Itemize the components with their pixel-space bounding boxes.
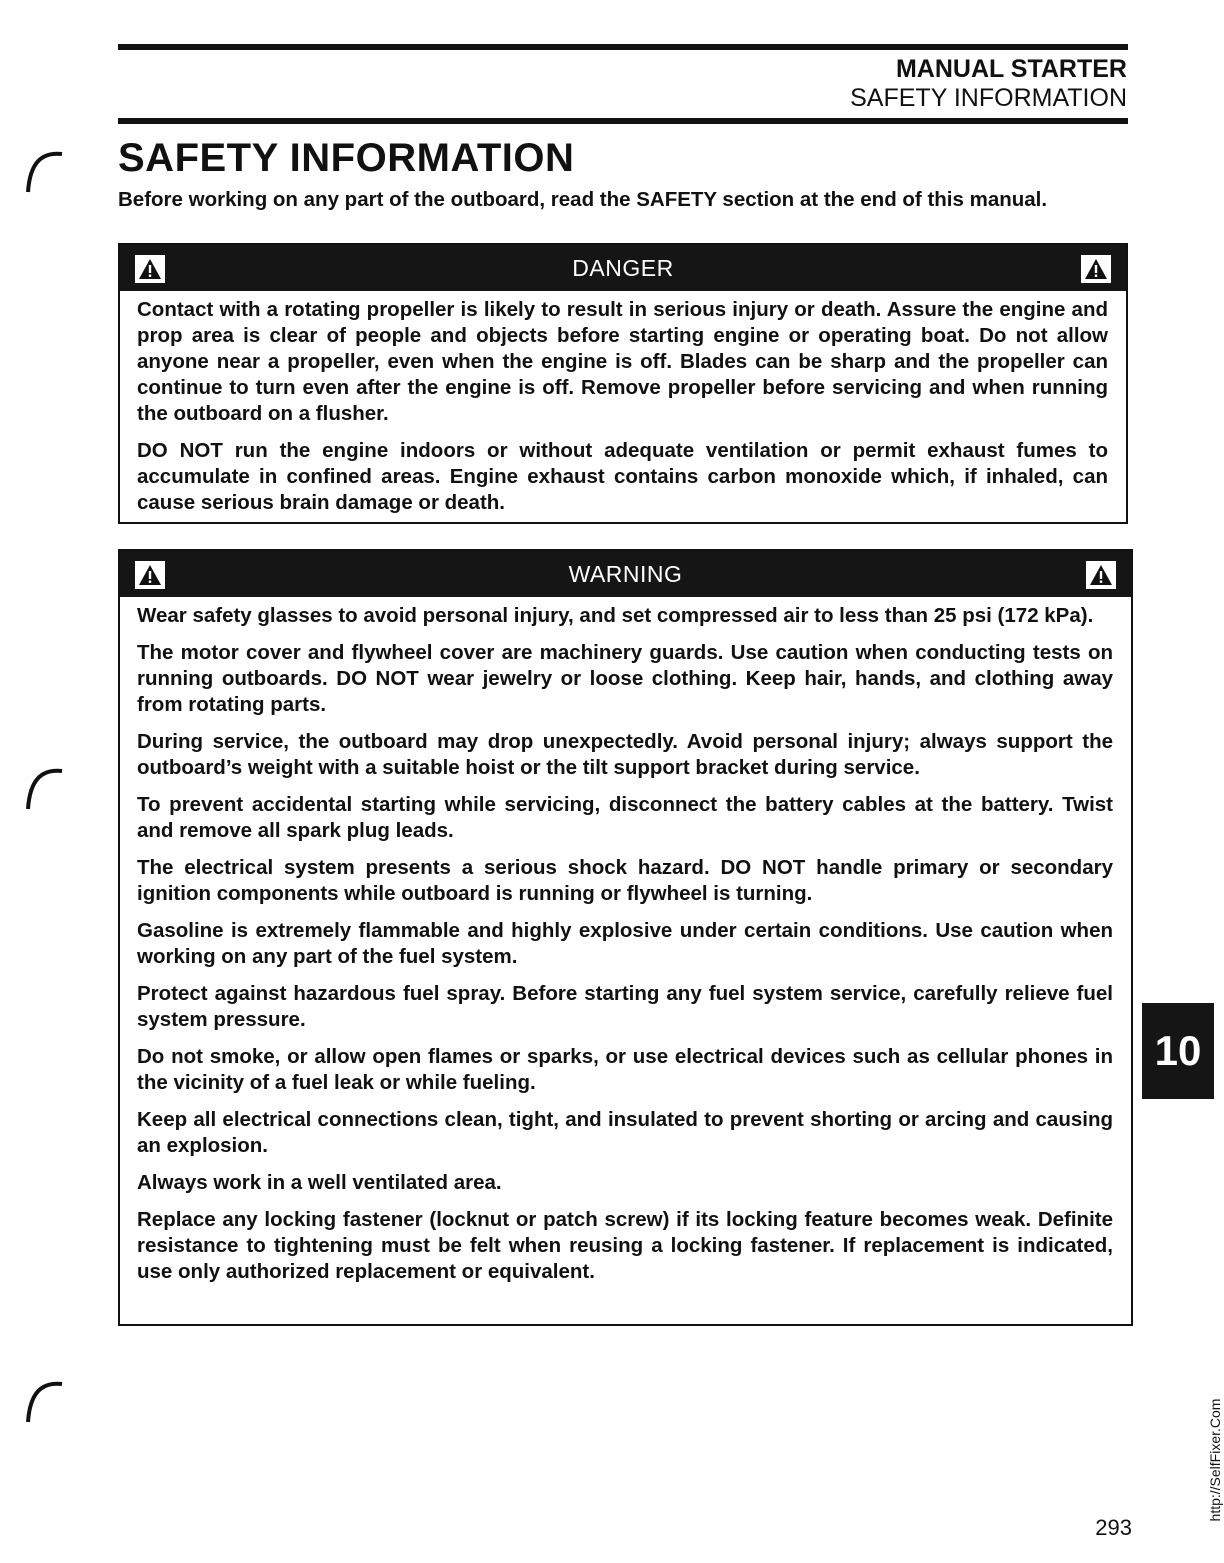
header-rule-bottom — [118, 118, 1128, 124]
warning-paragraph: Do not smoke, or allow open flames or sparks, or use electrical devices such as cellular phones in the vicinity of a fuel leak or while fueling. — [137, 1045, 1113, 1094]
warning-triangle-icon — [135, 561, 165, 589]
header-subsection: SAFETY INFORMATION — [850, 84, 1127, 112]
chapter-tab: 10 — [1142, 1003, 1214, 1099]
warning-paragraph: Wear safety glasses to avoid personal injury, and set compressed air to less than 25 psi (172 kPa). — [137, 604, 1094, 627]
warning-paragraph: The electrical system presents a serious shock hazard. DO NOT handle primary or secondary ignition components while outboard is running or flywheel is turning. — [137, 856, 1113, 905]
warning-triangle-icon — [135, 255, 165, 283]
danger-paragraph: DO NOT run the engine indoors or without adequate ventilation or permit exhaust fumes to accumulate in confined areas. Engine exhaust contains carbon monoxide which, if inhaled, can cause serious brain damage or death. — [137, 439, 1108, 514]
intro-text: Before working on any part of the outboard, read the SAFETY section at the end of this manual. — [118, 188, 1048, 211]
binder-hole-mark — [22, 1378, 64, 1428]
warning-paragraph: Keep all electrical connections clean, tight, and insulated to prevent shorting or arcing and causing an explosion. — [137, 1108, 1113, 1157]
warning-paragraph: Protect against hazardous fuel spray. Before starting any fuel system service, carefully relieve fuel system pressure. — [137, 982, 1113, 1031]
binder-hole-mark — [22, 148, 64, 198]
side-url: http://SelfFixer.Com — [1207, 1398, 1223, 1522]
warning-triangle-icon — [1081, 255, 1111, 283]
header-rule-top — [118, 44, 1128, 50]
warning-paragraph: During service, the outboard may drop unexpectedly. Avoid personal injury; always support the outboard’s weight with a suitable hoist or the tilt support bracket during service. — [137, 730, 1113, 779]
warning-content — [120, 597, 1131, 1285]
danger-box — [118, 243, 1128, 524]
page-number: 293 — [1095, 1515, 1132, 1540]
warning-paragraph: Replace any locking fastener (locknut or patch screw) if its locking feature becomes weak. Definite resistance to tightening must be felt when reusing a locking fastener. If replacement is indicated, use only authorized replacement or equivalent. — [137, 1208, 1113, 1283]
warning-triangle-icon — [1086, 561, 1116, 589]
page-title: SAFETY INFORMATION — [118, 136, 575, 180]
binder-hole-mark — [22, 765, 64, 815]
warning-paragraph: To prevent accidental starting while servicing, disconnect the battery cables at the battery. Twist and remove all spark plug leads. — [137, 793, 1113, 842]
danger-paragraph: Contact with a rotating propeller is likely to result in serious injury or death. Assure the engine and prop area is clear of people and objects before starting engine or operating boat. Do not allow anyone near a propeller, even when the engine is off. Blades can be sharp and the propeller can continue to turn even after the engine is off. Remove propeller before servicing and when running the outboard on a flusher. — [137, 298, 1108, 425]
warning-paragraph: The motor cover and flywheel cover are machinery guards. Use caution when conducting tests on running outboards. DO NOT wear jewelry or loose clothing. Keep hair, hands, and clothing away from rotating parts. — [137, 641, 1113, 716]
warning-paragraph: Always work in a well ventilated area. — [137, 1171, 502, 1194]
warning-bar — [120, 551, 1131, 597]
danger-bar — [120, 245, 1126, 291]
warning-box — [118, 549, 1133, 1326]
danger-content — [120, 291, 1126, 516]
header-section: MANUAL STARTER — [895, 55, 1127, 83]
warning-label: WARNING — [568, 560, 683, 587]
warning-paragraph: Gasoline is extremely flammable and highly explosive under certain conditions. Use caution when working on any part of the fuel system. — [137, 919, 1113, 968]
danger-label: DANGER — [572, 254, 674, 281]
